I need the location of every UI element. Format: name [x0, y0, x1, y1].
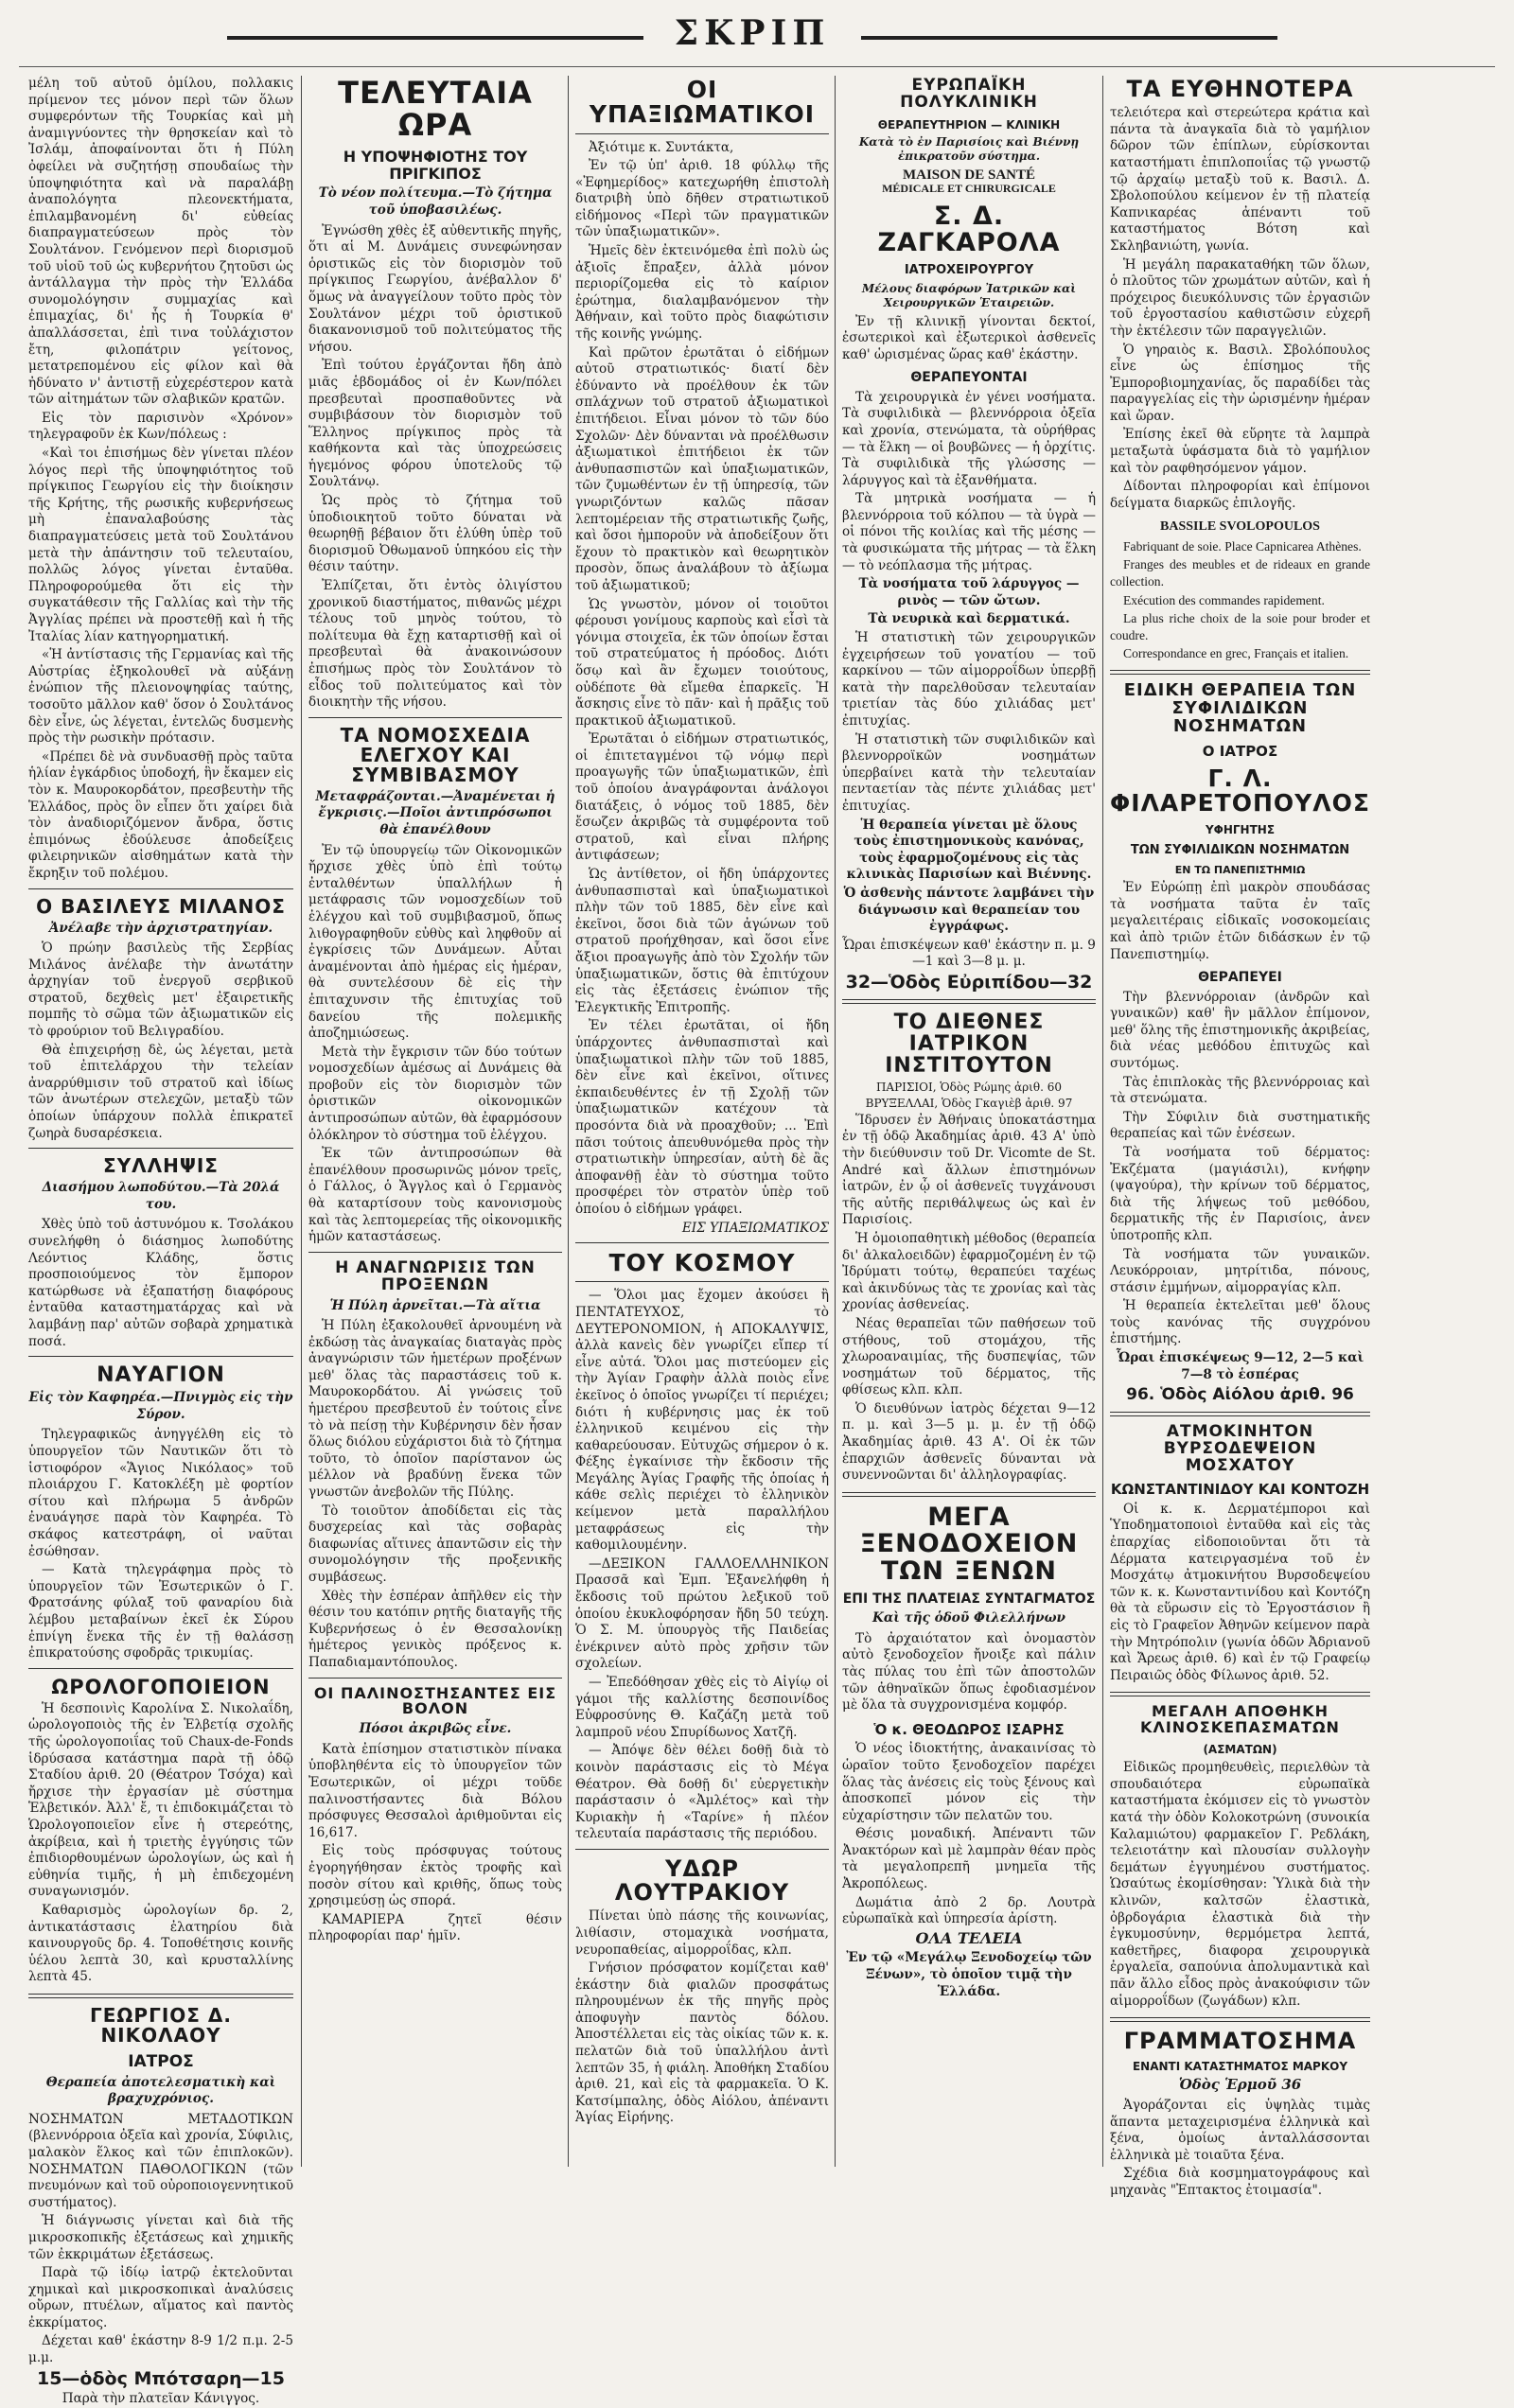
- letter-text: Ἡμεῖς δὲν ἐκτεινόμεθα ἐπὶ πολὺ ὡς ἀξιοῖς ἔπραξεν, ἀλλὰ μόνον περιορίζομεθα εἰς τὸ καίριον ἐρώτημα, διαλαμβανόμενον τὴν Ἀθήναιν, καὶ τοῦτο πρὸς διαφώτισιν τῆς κοινῆς γνώμης.: [575, 243, 829, 343]
- subheadline: Ο ΙΑΤΡΟΣ: [1202, 742, 1278, 760]
- article-text: —ΔΕΞΙΚΟΝ ΓΑΛΛΟΕΛΛΗΝΙΚΟΝ Πρασσᾶ καὶ Ἐμπ. Ἐξανελήφθη ἡ ἔκδοσις τοῦ πρώτου λεξικοῦ τοῦ ὁποίου ἐκυκλοφόρησαν ἤδη 50 τεύχη. Ὁ Σ. Μ. ὑπουργὸς τῆς Παιδείας ἐνέκρινεν αὐτὸ πρὸς χρῆσιν τῶν σχολείων.: [575, 1556, 829, 1672]
- headline-zagkarola: Σ. Δ. ΖΑΓΚΑΡΟΛΑ: [877, 201, 1061, 257]
- headline-repatriated: ΟΙ ΠΑΛΙΝΟΣΤΗΣΑΝΤΕΣ ΕΙΣ ΒΟΛΟΝ: [313, 1683, 557, 1718]
- article-text: Ἐλπίζεται, ὅτι ἐντὸς ὀλιγίστου χρονικοῦ διαστήματος, πιθανῶς μέχρι τέλους τοῦ μηνὸς τούτου, τὸ πολίτευμα θὰ ἔχῃ καταρτισθῇ καὶ οἱ πρεσβευταὶ θὰ ἀνακοινώσουν ἐπισήμως πρὸς τὸν Σουλτάνον τὸ εἶδος τοῦ πολιτεύματος καὶ τὸν διοικητὴν τῆς νήσου.: [308, 578, 562, 711]
- column-divider: [568, 76, 569, 2167]
- headline-cheapest: ΤΑ ΕΥΘΗΝΟΤΕΡΑ: [1126, 76, 1354, 102]
- ad-text: Τὰ νευρικὰ καὶ δερματικά.: [868, 611, 1070, 627]
- ad-text: Ὧραι ἐπισκέψεως 9—12, 2—5 καὶ 7—8 τὸ ἑσπέρας: [1116, 1350, 1364, 1382]
- divider: [575, 1849, 829, 1850]
- ad-text: Ἡ στατιστικὴ τῶν συφιλιδικῶν καὶ βλεννορροϊκῶν νοσημάτων ὑπερβαίνει κατὰ τὴν τελευταίαν πενταετίαν τὰς πέντε χιλιάδας μετ' ἐπιτυχίας.: [842, 731, 1096, 814]
- ad-text: ΠΑΡΙΣΙΟΙ, Ὁδὸς Ρώμης ἀριθ. 60: [875, 1080, 1063, 1094]
- ad-text: Ἡ διάγνωσις γίνεται καὶ διὰ τῆς μικροσκοπικῆς ἐξετάσεως καὶ χημικῆς τῶν ἐκκριμάτων ἐξετάσεως.: [28, 2213, 293, 2262]
- letter-signature: ΕΙΣ ΥΠΑΞΙΩΜΑΤΙΚΟΣ: [681, 1220, 829, 1236]
- masthead-underline: [19, 66, 1495, 67]
- subheadline: (ΑΣΜΑΤΩΝ): [1203, 1743, 1277, 1756]
- headline-tannery: ΑΤΜΟΚΙΝΗΤΟΝ ΒΥΡΣΟΔΕΨΕΙΟΝ ΜΟΣΧΑΤΟΥ: [1163, 1421, 1317, 1475]
- headline-filaretopoulos: Γ. Λ. ΦΙΛΑΡΕΤΟΠΟΥΛΟΣ: [1110, 765, 1370, 817]
- headline-stamps: ΓΡΑΜΜΑΤΟΣΗΜΑ: [1123, 2028, 1357, 2055]
- column-2: [308, 76, 562, 2171]
- headline-bedding-store: ΜΕΓΑΛΗ ΑΠΟΘΗΚΗ ΚΛΙΝΟΣΚΕΠΑΣΜΑΤΩΝ: [1140, 1702, 1340, 1737]
- article-text: — Ἐπεδόθησαν χθὲς εἰς τὸ Αἰγίῳ οἱ γάμοι τῆς καλλίστης δεσποινίδος Εὐφροσύνης Θ. Καζάζη μετὰ τοῦ λαμπροῦ νέου Σπυρίδωνος Χατζῆ.: [575, 1675, 829, 1740]
- divider: [575, 1281, 829, 1282]
- ad-text: Τὰ νοσήματα τῶν γυναικῶν. Λευκόρροιαν, μητρίτιδα, πόνους, στάσιν ἐμμήνων, αἱμορραγίας κλπ.: [1110, 1246, 1370, 1295]
- subheadline: Ἡ Πύλη ἀρνεῖται.—Τὰ αἴτια: [329, 1297, 541, 1313]
- headline-doctor-nikolaou: ΓΕΩΡΓΙΟΣ Δ. ΝΙΚΟΛΑΟΥ: [90, 2003, 232, 2047]
- subheadline: ΤΩΝ ΣΥΦΙΛΙΔΙΚΩΝ ΝΟΣΗΜΑΤΩΝ: [1130, 842, 1350, 857]
- letter-text: Καὶ πρῶτον ἐρωτᾶται ὁ εἰδήμων αὐτοῦ στρατιωτικός· διατί δὲν ἐδύναντο νὰ προέλθουν ἐκ τῶν σπλάχνων τοῦ στρατοῦ ἀξιωματικοὶ ἐπιτήδειοι. Εἶναι μόνον τὸ τῶν δύο Σχολῶν· Δὲν δύνανται νὰ προέλθωσιν ἀξιωματικοὶ ἐπιτήδειοι ἐκ τῶν ἀνθυπασπιστῶν καὶ ὑπαξιωματικῶν, τῶν ζυμωθέντων ἐν τῇ ὑπηρεσίᾳ, τῶν γνωριζόντων καλῶς πᾶσαν λεπτομέρειαν τῆς στρατιωτικῆς ζωῆς, καὶ ὅσοι ἠμποροῦν νὰ ἀποδείξουν ὅτι ἔχουν τὸ πρακτικὸν καὶ θεωρητικὸν προσὸν, ὅπως ἀναλάβουν τὸ ἀξίωμα τοῦ ἀξιωματικοῦ;: [575, 344, 829, 593]
- ad-text: ΒΡΥΞΕΛΛΑΙ, Ὁδὸς Γκαγιὲβ ἀριθ. 97: [865, 1096, 1073, 1110]
- divider: [1110, 2017, 1370, 2022]
- article-text: «Ἡ ἀντίστασις τῆς Γερμανίας καὶ τῆς Αὐστρίας ἐξηκολουθεῖ νὰ αὐξάνῃ ἐνώπιον τῆς πλειονοψηφίας ταύτης, τοσοῦτο μᾶλλον καθ' ὅσον ὁ Σουλτάνος δὲν εἶνε, ὡς λέγεται, ἐντελῶς δυσμενὴς πρὸς τὴν ρωσικὴν πρότασιν.: [28, 647, 293, 747]
- subheadline: Μέλους διαφόρων Ἰατρικῶν καὶ Χειρουργικῶν Ἑταιρειῶν.: [861, 281, 1077, 309]
- subheadline: ΟΛΑ ΤΕΛΕΙΑ: [915, 1928, 1023, 1947]
- ad-text: Πίνεται ὑπὸ πάσης τῆς κοινωνίας, λιθίασιν, στομαχικὰ νοσήματα, νευροπαθείας, αἱμορροΐδας, κλπ.: [575, 1908, 829, 1958]
- article-text: «Καὶ τοι ἐπισήμως δὲν γίνεται πλέον λόγος περὶ τῆς ὑποψηφιότητος τοῦ πρίγκιπος Γεωργίου εἰς τὴν διοίκησιν τῆς Κρήτης, τῆς ρωσικῆς κυβερνήσεως μὴ ἐπαναλαβούσης τὰς διαπραγματεύσεις μετὰ τοῦ Σουλτάνου μετὰ τὴν ἀπάντησιν τοῦ τελευταίου, πολλῶς λόγος γίνεται ἐνταῦθα. Πληροφορούμεθα ὅτι εἰς τὴν συγκατάθεσιν τῆς Γαλλίας καὶ τὴν τῆς Ἀγγλίας πρέπει νὰ προστεθῇ καὶ ἡ τῆς Ἰταλίας λίαν κατηγορηματική.: [28, 446, 293, 644]
- subheadline: Κατὰ τὸ ἐν Παρισίοις καὶ Βιέννῃ ἐπικρατοῦν σύστημα.: [858, 134, 1080, 163]
- headline-syphilis-therapy: ΕΙΔΙΚΗ ΘΕΡΑΠΕΙΑ ΤΩΝ ΣΥΦΙΛΙΔΙΚΩΝ ΝΟΣΗΜΑΤΩΝ: [1123, 679, 1357, 736]
- ad-text: Εἰδικῶς προμηθευθεὶς, περιελθὼν τὰ σπουδαιότερα εὐρωπαϊκὰ καταστήματα ἐκόμισεν εἰς τὸ γνωστὸν κατά τὴν ὁδὸν Κολοκοτρώνη (συνοικία Καλαμιώτου) φαρμακεῖον Γ. Ρεδλάκη, τελειοτάτην καὶ πλουσίαν συλλογὴν δεμάτων ἐγγυημένου συστήματος. Ὡσαύτως ἐκομίσθησαν: Ὑλικὰ διὰ τὴν κλινῶν, καλτσῶν ἐλαστικὰ, ὀβρδογάρια ἐλαστικὰ διὰ τὴν ἐγκυμοσύνην, θερμόμετρα λεπτά, καθετῆρες, διαφορα χειρουργικὰ ἐργαλεῖα, σαπούνια ἀπολυμαντικὰ καὶ πᾶν ἄλλο εἶδος πρὸς ἀνακούφισιν τῶν αἱμορροΐδων (ζωγάδων) κλπ.: [1110, 1760, 1370, 2009]
- headline-society: ΤΟΥ ΚΟΣΜΟΥ: [608, 1249, 796, 1277]
- subheadline: Τὸ νέον πολίτευμα.—Τὸ ζήτημα τοῦ ὑποβασιλέως.: [318, 185, 553, 218]
- letter-text: Ἐν τέλει ἐρωτᾶται, οἱ ἤδη ὑπάρχοντες ἀνθυπασπισταὶ καὶ ὑπαξιωματικοὶ πλὴν τῶν τοῦ 1885, δὲν εἶνε καὶ ἐκεῖνοι, οἵτινες ἐκπαιδευθέντες ἐν τῇ Σχολῇ τῶν ὑπαξιωματικῶν κατέχουν τὰ προσόντα διὰ νὰ προαχθοῦν; ... Ἐπὶ πᾶσι τούτοις ἀπευθυνόμεθα πρὸς τὴν στρατιωτικὴν ὑπηρεσίαν, αὐτὴ δὲ ἂς ἀποφανθῇ ἐὰν τὸ σύστημα τοῦτο προσφέρει τὸν στρατὸν ὑπὲρ τοῦ ὁποίου ὁ εἰδήμων γράφει.: [575, 1018, 829, 1217]
- ad-text: Τὰ νοσήματα τοῦ δέρματος: Ἐκζέματα (μαγιάσιλι), κνήφην (ψαγούρα), τὴν κρίνων τοῦ δέρματος, διὰ τῆς λήψεως τοῦ μεθόδου, δερματικῆς τῆς ἐν Παρισίοις, ἀνεν ὑποτροπῆς κλπ.: [1110, 1144, 1370, 1243]
- article-text: Εἰς τὸν παρισινὸν «Χρόνον» τηλεγραφοῦν ἐκ Κων/πόλεως :: [28, 410, 293, 443]
- divider: [575, 1242, 829, 1243]
- ad-text: Νέας θεραπεῖαι τῶν παθήσεων τοῦ στήθους, τοῦ στομάχου, τῆς χλωροαναιμίας, τῆς δυσπεψίας, τῶν νοσημάτων τοῦ δέρματος, τῆς φθίσεως κλπ. κλπ.: [842, 1315, 1096, 1398]
- letter-text: Ἀξιότιμε κ. Συντάκτα,: [589, 139, 734, 155]
- address: Ὁδὸς Ἑρμοῦ 36: [1178, 2076, 1302, 2094]
- subheadline: Ἀνέλαβε τὴν ἀρχιστρατηγίαν.: [48, 920, 273, 936]
- ad-text: Ἡ δεσποινὶς Καρολίνα Σ. Νικολαΐδη, ὡρολογοποιὸς τῆς ἐν Ἑλβετίᾳ σχολῆς τῆς ὡρολογοποιΐας τοῦ Chaux-de-Fonds ἱδρύσασα κατάστημα παρὰ τῇ ὁδῷ Σταδίου ἀριθ. 20 (Θέατρον Τσόχα) καὶ ἤρχισε τὴν ἐργασίαν μὲ σύστημα Ἑλβετικόν. Ἀλλ' ἔ, τι ἐπιδοκιμάζεται τὸ Ὡρολογοποιεῖον εἶνε ἡ στερεότης, ἀκρίβεια, καὶ ἡ τριετὴς ἐγγύησις τῶν ἐπιδιορθουμένων ὡρολογίων, ὡς καὶ ἡ εὐθηνία τιμῆς, ἡ μὴ ἐπιδεχομένη συναγωνισμόν.: [28, 1700, 293, 1900]
- divider: [842, 1492, 1096, 1497]
- divider: [1110, 1412, 1370, 1416]
- column-3: [575, 76, 829, 2171]
- ad-text: Ἐπίσης ἐκεῖ θὰ εὕρητε τὰ λαμπρὰ μεταξωτὰ ὑφάσματα διὰ τὸ γαμήλιον καὶ τὸν ραφθησόμενον γάμον.: [1110, 427, 1370, 476]
- article-text: Ὁ πρώην βασιλεὺς τῆς Σερβίας Μιλάνος ἀνέλαβε τὴν ἀνωτάτην ἀρχηγίαν τοῦ ἐνεργοῦ σερβικοῦ στρατοῦ, δεχθεὶς μετ' ἐξαιρετικῆς πομπῆς τὸ σῶμα τῶν ἀξιωματικῶν εἰς τὸ φρούριον τοῦ Βελιγραδίου.: [28, 940, 293, 1040]
- divider: [842, 999, 1096, 1004]
- ad-text: Θέσις μοναδική. Ἀπέναντι τῶν Ἀνακτόρων καὶ μὲ λαμπρὰν θέαν πρὸς τὰ μεγαλοπρεπῆ μνημεῖα τῆς Ἀκροπόλεως.: [842, 1826, 1096, 1892]
- subheadline: Πόσοι ἀκριβῶς εἶνε.: [359, 1721, 512, 1737]
- subheadline: ΙΑΤΡΟΣ: [128, 2051, 194, 2071]
- subheadline: ΘΕΡΑΠΕΥΕΙ: [1198, 970, 1282, 986]
- latin-text: La plus riche choix de la soie pour broder et coudre.: [1110, 611, 1370, 642]
- letter-text: Ὡς ἀντίθετον, οἱ ἤδη ὑπάρχοντες ἀνθυπασπισταὶ καὶ ὑπαξιωματικοὶ πλὴν τῶν τοῦ 1885, δὲν εἶνε καὶ ἐκεῖνοι, ὅσοι διὰ τῶν ἀγώνων τοῦ στρατοῦ προήχθησαν, καὶ ὅσοι εἶνε ἄξιοι προαγωγῆς ἀπὸ τὸν Σχολήν τῶν ὑπαξιωματικῶν, ὅστις θὰ ἐπιτύχουν εἰς τὰς ἐξετάσεις ἐνώπιον τῆς Ἐλεγκτικῆς Ἐπιτροπῆς.: [575, 867, 829, 1015]
- subheadline: ΘΕΡΑΠΕΥΟΝΤΑΙ: [910, 370, 1028, 386]
- subheadline: Καὶ τῆς ὁδοῦ Φιλελλήνων: [872, 1610, 1065, 1626]
- subheadline: Ὁ κ. ΘΕΟΔΩΡΟΣ ΙΣΑΡΗΣ: [873, 1720, 1065, 1738]
- article-text: Χθὲς ὑπὸ τοῦ ἀστυνόμου κ. Τσολάκου συνελήφθη ὁ διάσημος λωποδύτης Λεόντιος Κλάδης, ὅστις προσποιούμενος τὸν ἔμπορον κατώρθωσε νὰ ἐξαπατήσῃ διαφόρους ἐνταῦθα καταστηματάρχας καὶ νὰ λαμβάνῃ παρ' αὐτῶν σοβαρὰ χρηματικὰ ποσά.: [28, 1217, 293, 1349]
- ad-text: Καθαρισμὸς ὡρολογίων δρ. 2, ἀντικατάστασις ἐλατηρίου διὰ καινουργοῦς δρ. 4. Τοποθέτησις κοινῆς ὑέλου λεπτὰ 30, καὶ κρυσταλλίνης λεπτὰ 45.: [28, 1902, 293, 1985]
- ad-text: Τὴν Σύφιλιν διὰ συστηματικῆς θεραπείας καὶ τῶν ἐνέσεων.: [1110, 1109, 1370, 1142]
- ad-text: Τὰ χειρουργικὰ ἐν γένει νοσήματα. Τὰ συφιλιδικὰ — βλεννόρροια ὀξεῖα καὶ χρονία, στενώματα, τὰ οὐρήθρας — τὰ ἕλκη — οἱ βουβῶνες — ἡ ὀρχίτις. Τὰ συφιλιδικὰ τῆς γλώσσης — λάρυγγος καὶ τὰ ἐξανθήματα.: [842, 389, 1096, 488]
- column-1: [28, 76, 293, 2407]
- masthead-rule-left: [227, 36, 643, 40]
- ad-text: Οἱ κ. κ. Δερματέμποροι καὶ Ὑποδηματοποιοὶ ἐνταῦθα καὶ εἰς τὰς ἐπαρχίας εἰδοποιοῦνται ὅτι τὰ Δέρματα κατειργασμένα τοῦ ἐν Μοσχάτῳ ἀτμοκινήτου Βυρσοδεψείου τῶν κ. κ. Κωνσταντινίδου καὶ Κοντόζη θὰ τὰ εὕρωσιν εἰς τὸ Ἐργοστάσιον ἢ εἰς τὸ Γραφεῖον Ἀθηνῶν κείμενον παρὰ τὴν Μητρόπολιν (γωνία ὁδῶν Ἀδριανοῦ καὶ Ἄρεως ἀριθ. 6) καὶ ἐν τῷ Γραφείῳ Πειραιῶς ὁδὸς Φίλωνος ἀριθ. 52.: [1110, 1501, 1370, 1683]
- article-text: Θὰ ἐπιχειρήσῃ δὲ, ὡς λέγεται, μετὰ τοῦ ἐπιτελάρχου τὴν τελείαν ἀναρρύθμισιν τοῦ στρατοῦ καὶ ἰδίως τῶν ἀνωτέρων στελεχῶν, μεταξὺ τῶν ὁποίων ὑπάρχουν πολλὰ ἐπικρατεῖ ζωηρὰ δυσαρέσκεια.: [28, 1042, 293, 1141]
- ad-text: Ὧραι ἐπισκέψεων καθ' ἑκάστην π. μ. 9—1 καὶ 3—8 μ. μ.: [842, 937, 1096, 970]
- article-text: Τὸ τοιοῦτον ἀποδίδεται εἰς τὰς δυσχερείας καὶ τὰς σοβαρὰς διαφωνίας αἵτινες ἀπαντῶσιν εἰς τὴν συνομολόγησιν τῆς προξενικῆς συμβάσεως.: [308, 1503, 562, 1585]
- address: 15—ὁδὸς Μπότσαρη—15: [36, 2367, 285, 2389]
- article-text: Ἐκ τῶν ἀντιπροσώπων θὰ ἐπανέλθουν προσωρινῶς μόνον τρεῖς, ὁ Γάλλος, ὁ Ἄγγλος καὶ ὁ Γερμανὸς θὰ καταρτίσουν τοὺς κανονισμοὺς καὶ τὰς λεπτομερείας τῆς οἰκονομικῆς ἡμῶν καταστάσεως.: [308, 1146, 562, 1245]
- ad-text: Γνήσιον πρόσφατον κομίζεται καθ' ἑκάστην διὰ φιαλῶν προσφάτως πληρουμένων ἐκ τῆς πηγῆς πρὸς ἀποφυγὴν παντὸς δόλου. Ἀποστέλλεται εἰς τὰς οἰκίας τῶν κ. κ. πελατῶν διὰ τοῦ ὑπαλλήλου ἀντὶ λεπτῶν 35, ἡ φιάλη. Ἀποθήκη Σταδίου ἀριθ. 21, καὶ εἰς τὰ φαρμακεῖα. Ὁ Κ. Κατσίμπαλης, ὁδὸς Αἰόλου, ἀπέναντι Ἁγίας Εἰρήνης.: [575, 1960, 829, 2126]
- column-divider: [301, 76, 302, 2167]
- headline-candidacy: Η ΥΠΟΨΗΦΙΟΤΗΣ ΤΟΥ ΠΡΙΓΚΙΠΟΣ: [343, 148, 528, 183]
- ad-text: Τὰ μητρικὰ νοσήματα — ἡ βλεννόρροια τοῦ κόλπου — τὰ ὑγρὰ — οἱ πόνοι τῆς κοιλίας καὶ τῆς μέσης — τὰ φυσικώματα τῆς μήτρας — τὰ ἕλκη — τὸ νεόπλασμα τῆς μήτρας.: [842, 491, 1096, 573]
- ad-text: Ὁ νέος ἰδιοκτήτης, ἀνακαινίσας τὸ ὡραῖον τοῦτο ξενοδοχεῖον παρέχει ὅλας τὰς ἀνέσεις εἰς τοὺς ξένους καὶ ἀποσκοπεῖ μόνον εἰς τὴν εὐχαρίστησιν τῶν πελατῶν του.: [842, 1741, 1096, 1823]
- column-divider: [835, 76, 836, 2167]
- article-text: Χθὲς τὴν ἑσπέραν ἀπῆλθεν εἰς τὴν θέσιν του κατόπιν ρητῆς διαταγῆς τῆς Κυβερνήσεως ὁ ἐν Θεσσαλονίκῃ ἡμέτερος γενικὸς πρόξενος κ. Παπαδιαμαντόπουλος.: [308, 1588, 562, 1670]
- ad-text: Ἡ θεραπεία ἐκτελεῖται μεθ' ὅλους τοὺς κανόνας τῆς συγχρόνου ἐπιστήμης.: [1110, 1298, 1370, 1347]
- article-text: Τηλεγραφικῶς ἀνηγγέλθη εἰς τὸ ὑπουργεῖον τῶν Ναυτικῶν ὅτι τὸ ἱστιοφόρον «Ἅγιος Νικόλαος» τοῦ πλοιάρχου Γ. Κατοκλέξη μὲ φορτίον σίτου καὶ πλήρωμα 5 ἀνδρῶν ἐναυάγησε παρὰ τὸν Καφηρέα. Τὸ σκάφος κατεστράφη, οἱ ναῦται ἐσώθησαν.: [28, 1427, 293, 1559]
- subheadline: Διασήμου λωποδύτου.—Τὰ 20λά του.: [42, 1180, 280, 1212]
- ad-text: Ἀγοράζονται εἰς ὑψηλὰς τιμὰς ἅπαντα μεταχειρισμένα ἑλληνικὰ καὶ ξένα, ὁμοίως ἀνταλλάσσονται ἑλληνικὰ μὲ τοιαῦτα ξένα.: [1110, 2098, 1370, 2163]
- latin-text: Fabriquant de soie. Place Capnicarea Athènes.: [1123, 538, 1362, 554]
- subheadline: Εἰς τὸν Καφηρέα.—Πνιγμὸς εἰς τὴν Σύρον.: [28, 1390, 293, 1422]
- article-text: Κατὰ ἐπίσημον στατιστικὸν πίνακα ὑποβληθέντα εἰς τὸ ὑπουργεῖον τῶν Ἐσωτερικῶν, οἱ μέχρι τοῦδε παλινοστήσαντες διὰ Βόλου πρόσφυγες Θεσσαλοὶ ἀριθμοῦνται εἰς 16,617.: [308, 1741, 562, 1840]
- headline-polyclinic: ΕΥΡΩΠΑΪΚΗ ΠΟΛΥΚΛΙΝΙΚΗ: [900, 76, 1038, 112]
- article-text: Μετὰ τὴν ἔγκρισιν τῶν δύο τούτων νομοσχεδίων ἀμέσως αἱ Δυνάμεις θὰ προβοῦν εἰς τὸν διορισμὸν τῶν ὁριστικῶν οἰκονομικῶν ἀντιπροσώπων αὐτῶν, θὰ ἐφαρμόσουν ὁλόκληρον τὸ σύστημα τοῦ ἐλέγχου.: [308, 1044, 563, 1143]
- article-text: Ἐγνώσθη χθὲς ἐξ αὐθεντικῆς πηγῆς, ὅτι αἱ Μ. Δυνάμεις συνεφώνησαν ὁριστικῶς εἰς τὸν διορισμὸν τοῦ πρίγκιπος Γεωργίου, ἀνέβαλλον δ' ὅμως νὰ ἀναγγείλουν τοῦτο πρὸς τὸν Σουλτάνον μέχρι τοῦ ὁριστικοῦ διακανονισμοῦ τοῦ πολιτεύματος τῆς νήσου.: [308, 222, 562, 355]
- ad-text: Ἐν Εὐρώπῃ ἐπὶ μακρὸν σπουδάσας τὰ νοσήματα ταῦτα ἐν ταῖς μεγαλειτέραις εἰδικαῖς νοσοκομείαις καὶ ἀπὸ τριῶν ἐτῶν διδάσκων ἐν τῷ Πανεπιστημίῳ.: [1110, 880, 1370, 962]
- ad-text: ΝΟΣΗΜΑΤΩΝ ΜΕΤΑΔΟΤΙΚΩΝ (βλεννόρροια ὀξεῖα καὶ χρονία, Σύφιλις, μαλακὸν ἕλκος καὶ τῶν ἐπιπλοκῶν). ΝΟΣΗΜΑΤΩΝ ΠΑΘΟΛΟΓΙΚΩΝ (τῶν πνευμόνων καὶ τοῦ οὐροποιογεννητικοῦ συστήματος).: [28, 2111, 293, 2210]
- article-text: Ἐν τῷ ὑπουργείῳ τῶν Οἰκονομικῶν ἤρχισε χθὲς ὑπὸ ἐπὶ τούτῳ ἐνταλθέντων ὑπαλλήλων ἡ μετάφρασις τῶν νομοσχεδίων τοῦ ἐλέγχου καὶ τοῦ συμβιβασμοῦ, ὅπως λιθογραφηθοῦν εὐθὺς καὶ ληφθοῦν αἱ ἐγκρίσεις τῶν Δυνάμεων. Αὗται ἀναμένονται ἀπὸ ἡμέρας εἰς ἡμέραν, θὰ συντελέσουν δὲ εἰς τὴν ἐπιταχυνσιν τῆς ἐπιτυχίας τοῦ δανείου τῆς πολεμικῆς ἀποζημιώσεως.: [308, 842, 562, 1042]
- ad-text: Τὴν βλεννόρροιαν (ἀνδρῶν καὶ γυναικῶν) καθ' ἣν μᾶλλον ἐπίμονον, μεθ' ὅλης τῆς ἐπιστημονικῆς ἀκριβείας, διὰ νέας μεθόδου ἐπιτυχῶς καὶ συντόμως.: [1110, 989, 1370, 1071]
- latin-heading: BASSILE SVOLOPOULOS: [1160, 519, 1320, 535]
- article-text: μέλη τοῦ αὐτοῦ ὁμίλου, πολλακις πρίμενον τες μόνον περὶ τῶν ὅλων συμφερόντων τῆς Τουρκίας καὶ μὴ ἀναμιγνύοντες τὴν θρησκείαν καὶ τὸ Ἰσλάμ, ἀποφαίνονται ὅτι ἡ Πύλη ὀφείλει νὰ συζητήσῃ σπουδαίως τὴν ὑποψηφιότητα καὶ νὰ παραλάβῃ ἀναπολόγητα πλεονεκτήματα, ἐπιλαμβανομένη δι' εὐθείας διαπραγματεύσεων πρὸς τὸν Σουλτάνον. Γενόμενον περὶ διορισμοῦ τοῦ υἱοῦ τοῦ ὡς κυβερνήτου ζητοῦσι ὡς ἀντάλλαγμα τὴν πρὸς τὴν Ἑλλάδα συνομολόγησιν συμμαχίας καὶ ἐπιμαχίας, δι' ἧς ἡ Τουρκία θ' ἀπαλλάσσεται, ἐπὶ τινα τοὐλάχιστον ἔτη, φιλοπάτριν γείτονος, μετατρεπομένου εἰς φίλον καὶ θὰ ἠδύνατο ν' ἀντιστῇ εὐχερέστερον κατὰ τῶν αἰτημάτων τῶν σλαβικῶν κρατῶν.: [28, 76, 293, 408]
- masthead: [0, 0, 1514, 74]
- ad-text: Ἵδρυσεν ἐν Ἀθήναις ὑποκατάστημα ἐν τῇ ὁδῷ Ἀκαδημίας ἀριθ. 43 Α' ὑπὸ τὴν διεύθυνσιν τοῦ Dr. Vicomte de St. André καὶ ἄλλων ἐπιστημόνων ἰατρῶν, ἐν ᾧ οἱ ἀσθενεῖς τυγχάνουσι τῆς αὐτῆς περιθάλψεως ὡς καὶ ἐν Παρισίοις.: [842, 1112, 1096, 1228]
- article-text: — Ἀπόψε δὲν θέλει δοθῇ διὰ τὸ κοινὸν παράστασις εἰς τὸ Μέγα Θέατρον. Θὰ δοθῇ δι' εὐεργετικὴν παράστασιν ὁ «Ἀμλέτος» καὶ τὴν Κυριακὴν ἡ «Ταρίνε» ἡ πλέον τελευταία παράστασις τῆς περιόδου.: [575, 1743, 829, 1842]
- column-4: [842, 76, 1096, 2171]
- masthead-rule-right: [861, 36, 1277, 40]
- classified-text: ΚΑΜΑΡΙΕΡΑ ζητεῖ θέσιν πληροφορίαι παρ' ἡμῖν.: [308, 1911, 562, 1944]
- letter-text: Ἐρωτᾶται ὁ εἰδήμων στρατιωτικός, οἱ ἐπιτεταγμένοι τῷ νόμῳ περὶ προαγωγῆς τῶν ὑπαξιωματικῶν, ἐπὶ τοῦ ὁποίου ἀναγράφονται ἀνάλογοι διατάξεις, ὁ νόμος τοῦ 1885, δὲν ἔσωζεν ἀκριβῶς τὰ συμφέροντα τοῦ στρατοῦ, καὶ εἶναι πλήρης ἀντιφάσεων;: [575, 731, 829, 864]
- ad-text: Ὁ γηραιὸς κ. Βασιλ. Σβολόπουλος εἶνε ὡς ἐπίσημος τῆς Ἐμποροβιομηχανίας, ὅς παραδίδει τὰς παραγγελίας εἰς τὴν ὡρισμένην ἡμέραν καὶ ὥραν.: [1110, 342, 1370, 424]
- latin-heading: MAISON DE SANTÉ: [902, 167, 1036, 183]
- subheadline: ΕΝ ΤΩ ΠΑΝΕΠΙΣΤΗΜΙΩ: [1174, 864, 1306, 877]
- headline-consuls: Η ΑΝΑΓΝΩΡΙΣΙΣ ΤΩΝ ΠΡΟΞΕΝΩΝ: [335, 1257, 536, 1294]
- article-text: Ὡς πρὸς τὸ ζήτημα τοῦ ὑποδιοικητοῦ τοῦτο δύναται νὰ θεωρηθῇ βέβαιον ὅτι ἐλύθη ὑπὲρ τοῦ διορισμοῦ Ὀθωμανοῦ ὑπηκόου εἰς τὴν θέσιν ταύτην.: [308, 493, 562, 575]
- divider: [1110, 1692, 1370, 1696]
- subheadline: Θεραπεία ἀποτελεσματικὴ καὶ βραχυχρόνιος.: [45, 2074, 276, 2107]
- subheadline: ΕΝΑΝΤΙ ΚΑΤΑΣΤΗΜΑΤΟΣ ΜΑΡΚΟΥ: [1132, 2060, 1348, 2074]
- ad-text: Δέχεται καθ' ἑκάστην 8-9 1/2 π.μ. 2-5 μ.μ.: [28, 2333, 293, 2366]
- ad-text: τελειότερα καὶ στερεώτερα κράτια καὶ πάντα τὰ ἀναγκαῖα διὰ τὸ γαμήλιον δῶρον τῶν ἐπίπλων, εὑρίσκονται καταστήματι ἐπιπλοποιΐας τῷ γνωστῷ τῷ ἀρχαίῳ μεταξὺ τοῦ κ. Βασιλ. Δ. Σβολοπούλου κείμενον ἐν τῇ πλατείᾳ Καπνικαρέας ἀπέναντι τοῦ καταστήματος Βότση καὶ Σκληβανιώτη, γωνία.: [1110, 105, 1370, 254]
- headline-last-hour: ΤΕΛΕΥΤΑΙΑ ΩΡΑ: [338, 75, 533, 143]
- headline-milan: Ο ΒΑΣΙΛΕΥΣ ΜΙΛΑΝΟΣ: [36, 894, 286, 918]
- divider: [308, 1678, 562, 1679]
- article-text: Εἰς τοὺς πρόσφυγας τούτους ἐγορηγήθησαν ἐκτὸς τροφῆς καὶ ποσὸν σίτου καὶ κριθῆς, ὅπως τοὺς χρησιμεύσῃ ὡς σπορά.: [308, 1843, 562, 1909]
- headline-loutraki-water: ΥΔΩΡ ΛΟΥΤΡΑΚΙΟΥ: [614, 1854, 790, 1907]
- letter-text: Ὡς γνωστὸν, μόνον οἱ τοιοῦτοι φέρουσι γονίμους καρποὺς καὶ εἶσὶ τὰ γόνιμα στοιχεῖα, ἐκ τῶν ὁποίων ἔσται τοῦ στρατεύματος ἡ πρόοδος. Διότι ὅσῳ καὶ ἂν ἔχωμεν τοιούτους, οὐδέποτε θὰ εἴμεθα ἐπαρκεῖς. Ἡ ἄσκησις εἶνε τὸ πᾶν· καὶ ἡ πρᾶξις τοῦ πρακτικοῦ ἀξιωματικοῦ.: [575, 596, 829, 729]
- article-text: Ἐπὶ τούτου ἐργάζονται ἤδη ἀπὸ μιᾶς ἑβδομάδος οἱ ἐν Κων/πόλει πρεσβευταὶ προσπαθοῦντες νὰ συμβιβάσουν τὸν διορισμὸν τοῦ Ἕλληνος πρίγκιπος πρὸς τὰ καθήκοντα καὶ τὰς ὑποχρεώσεις ἡγεμόνος φόρου ὑποτελοῦς τῷ Σουλτάνῳ.: [308, 358, 562, 490]
- subheadline: ΘΕΡΑΠΕΥΤΗΡΙΟΝ — ΚΛΙΝΙΚΗ: [877, 117, 1061, 132]
- article-text: — Ὅλοι μας ἔχομεν ἀκούσει ἢ ΠΕΝΤΑΤΕΥΧΟΣ, τὸ ΔΕΥΤΕΡΟΝΟΜΙΟΝ, ἡ ΑΠΟΚΑΛΥΨΙΣ, ἀλλὰ κανεὶς δὲν γνωρίζει εἴπερ τί εἶνε αὐτά. Ὅλοι μας πιστεύομεν εἰς τὴν Ἁγίαν Γραφὴν ἀλλὰ ποιὸς εἶνε ἐκεῖνος ὁ ὁποῖος γνωρίζει τί περιέχει; διότι ἡ κυβέρνησις μας ἐκ τοῦ ἑλληνικοῦ κειμένου εἰς τὴν καθαρεύουσαν. Εὐτυχῶς σήμερον ὁ κ. Φέξης ἐγκαίνισε τὴν ἔκδοσιν τῆς Μεγάλης Ἁγίας Γραφῆς τῆς ὁποίας ἡ κάθε σελὶς περιέχει τὸ ἑλληνικὸν κείμενον μετὰ παραλλήλου μεταφράσεως εἰς τὴν καθομιλουμένην.: [575, 1288, 829, 1554]
- article-text: «Πρέπει δὲ νὰ συνδυασθῇ πρὸς ταῦτα ἡλίαν ἐγκάρδιος ὑποδοχή, ἣν ἔκαμεν εἰς τὸν κ. Μαυροκορδάτον, πρεσβευτὴν τῆς Ἑλλάδος, πρὸς ὃν εἶπεν ὅτι χαίρει διὰ τὸν ἀναδιοριζόμενον ἄνδρα, ὅστις ἐπιμόνως ἐδούλευσε ἀποδείξεις φιλειρηνικῶν αἰσθημάτων κατὰ τὴν ἔκρηξιν τοῦ πολέμου.: [28, 748, 293, 881]
- divider: [28, 1994, 293, 1998]
- ad-text: Τὸ ἀρχαιότατον καὶ ὀνομαστὸν αὐτὸ ξενοδοχεῖον ἤνοιξε καὶ πάλιν τὰς πύλας του ἐπὶ τῶν ἀποστολῶν τῶν ἀθηναϊκῶν ὅπως ἐφοδιασμένον μὲ ὅλα τὰ συγχρονισμένα κομφόρ.: [842, 1630, 1096, 1714]
- ad-text: Ἡ μεγάλη παρακαταθήκη τῶν ὅλων, ὁ πλοῦτος τῶν χρωμάτων αὐτῶν, καὶ ἡ πρόχειρος διευκόλυνσις τῶν ἐργασιῶν τοῦ ἐργοστασίου καθιστῶσιν εὐχερῆ τὴν ἐκτέλεσιν τῶν παραγγελιῶν.: [1110, 256, 1370, 339]
- divider: [28, 1668, 293, 1669]
- divider: [28, 1356, 293, 1357]
- divider: [308, 717, 562, 718]
- ad-text: Παρὰ τὴν πλατεῖαν Κάνιγγος.: [62, 2391, 260, 2407]
- newspaper-name: ΣΚΡΙΠ: [674, 13, 831, 53]
- headline-institute: ΤΟ ΔΙΕΘΝΕΣ ΙΑΤΡΙΚΟΝ ΙΝΣΤΙΤΟΥΤΟΝ: [885, 1010, 1053, 1078]
- ad-text: Τὰς ἐπιπλοκὰς τῆς βλεννόρροιας καὶ τὰ στενώματα.: [1110, 1074, 1370, 1107]
- latin-text: Correspondance en grec, Français et italien.: [1123, 646, 1349, 661]
- ad-text: Δίδονται πληροφορίαι καὶ ἐπίμονοι δείγματα διαρκῶς ἐπιλογῆς.: [1110, 479, 1370, 511]
- divider: [1110, 670, 1370, 675]
- column-divider: [1102, 76, 1103, 2167]
- ad-text: Ἐν τῷ «Μεγάλῳ Ξενοδοχείῳ τῶν Ξένων», τὸ ὁποῖον τιμᾷ τὴν Ἑλλάδα.: [846, 1950, 1092, 1999]
- divider: [575, 133, 829, 134]
- headline-bills: ΤΑ ΝΟΜΟΣΧΕΔΙΑ ΕΛΕΓΧΟΥ ΚΑΙ ΣΥΜΒΙΒΑΣΜΟΥ: [340, 723, 531, 786]
- article-text: Ἡ Πύλη ἐξακολουθεῖ ἀρνουμένη νὰ ἐκδώσῃ τὰς ἀναγκαίας διαταγὰς πρὸς ἀναγνώρισιν τῶν ἡμετέρων προξένων μεθ' ὅλας τὰς παραστάσεις τοῦ κ. Μαυροκορδάτου. Αἱ γνώσεις τοῦ ἡμετέρου πρεσβευτοῦ ἐν τούτοις εἶνε τὸ νὰ πείσῃ τὴν Κυβέρνησιν δὲν ἦσαν ὅλως διόλου εὐχάριστοι διὰ τὸ ζήτημα τοῦτο, τὸ ὁποῖον παρίστανον ὡς μέλλον νὰ βραδύνῃ ἕνεκα τῶν γνωστῶν ἀνεβολῶν τῆς Πύλης.: [308, 1318, 562, 1501]
- headline-watchmaker: ΩΡΟΛΟΓΟΠΟΙΕΙΟΝ: [51, 1675, 271, 1698]
- address: 96. Ὁδὸς Αἰόλου ἀριθ. 96: [1126, 1385, 1354, 1405]
- ad-text: Δωμάτια ἀπὸ 2 δρ. Λουτρὰ εὐρωπαϊκὰ καὶ ὑπηρεσία ἀρίστη.: [842, 1894, 1096, 1927]
- headline-nco: ΟΙ ΥΠΑΞΙΩΜΑΤΙΚΟΙ: [589, 76, 816, 129]
- ad-text: Παρὰ τῷ ἰδίῳ ἰατρῷ ἐκτελοῦνται χημικαὶ καὶ μικροσκοπικαὶ ἀναλύσεις οὔρων, πτυέλων, αἵματος καὶ παντὸς ἐκκρίματος.: [28, 2265, 293, 2330]
- subheadline: Μεταφράζονται.—Ἀναμένεται ἡ ἔγκρισις.—Ποῖοι ἀντιπρόσωποι θὰ ἐπανέλθουν: [315, 788, 555, 837]
- address: 32—Ὁδὸς Εὐριπίδου—32: [845, 971, 1093, 993]
- ad-text: Ἡ ὁμοιοπαθητικὴ μέθοδος (θεραπεία δι' ἀλκαλοειδῶν) ἐφαρμοζομένη ἐν τῷ Ἰδρύματι τούτῳ, θεραπεύει ταχέως καὶ ἀκινδύνως τὰς τε χρονίας καὶ τὰς χρονίας ἀσθενείας.: [842, 1230, 1096, 1313]
- latin-text: Franges des meubles et de rideaux en grande collection.: [1110, 557, 1370, 589]
- article-text: — Κατὰ τηλεγράφημα πρὸς τὸ ὑπουργεῖον τῶν Ἐσωτερικῶν ὁ Γ. Φρατσάνης φύλαξ τοῦ φαναρίου διὰ λέμβου μεταβαίνων ἐκεῖ ἐκ Σύρου ἐπνίγη ἕνεκα τῆς ἐν τῇ θαλάσσῃ ἐπικρατούσης σφοδρᾶς τρικυμίας.: [28, 1562, 293, 1661]
- ad-text: Τὰ νοσήματα τοῦ λάρυγγος — ρινὸς — τῶν ὤτων.: [858, 576, 1080, 608]
- headline-arrest: ΣΥΛΛΗΨΙΣ: [103, 1154, 219, 1178]
- subheadline: ΚΩΝΣΤΑΝΤΙΝΙΔΟΥ ΚΑΙ ΚΟΝΤΟΖΗ: [1110, 1481, 1370, 1499]
- latin-heading: MÉDICALE ET CHIRURGICALE: [882, 182, 1056, 196]
- divider: [28, 1148, 293, 1149]
- subheadline: ΕΠΙ ΤΗΣ ΠΛΑΤΕΙΑΣ ΣΥΝΤΑΓΜΑΤΟΣ: [842, 1591, 1096, 1607]
- headline-shipwreck: ΝΑΥΑΓΙΟΝ: [97, 1363, 225, 1388]
- subheadline: ΥΦΗΓΗΤΗΣ: [1205, 822, 1276, 836]
- letter-text: Ἐν τῷ ὑπ' ἀριθ. 18 φύλλῳ τῆς «Ἐφημερίδος» κατεχωρήθη ἐπιστολὴ διατριβὴ ὑπὸ δῆθεν στρατιωτικοῦ εἰδήμονος «Περὶ τῶν πραγματικῶν τῶν ὑπαξιωματικῶν».: [575, 158, 829, 240]
- latin-text: Exécution des commandes rapidement.: [1123, 592, 1325, 607]
- ad-text: Ἡ θεραπεία γίνεται μὲ ὅλους τοὺς ἐπιστημονικοὺς κανόνας, τοὺς ἐφαρμοζομένους εἰς τὰς κλινικὰς Παρισίων καὶ Βιέννης.: [846, 817, 1092, 883]
- ad-text: Ἐν τῇ κλινικῇ γίνονται δεκτοί, ἐσωτερικοὶ καὶ ἐξωτερικοὶ ἀσθενεῖς καθ' ὡρισμένας ὥρας καθ' ἑκάστην.: [842, 313, 1096, 362]
- ad-text: Σχέδια διὰ κοσμηματογράφους καὶ μηχανὰς "Ἐπτακτος ἐτοιμασία".: [1110, 2166, 1370, 2199]
- divider: [308, 1252, 562, 1253]
- column-5: [1110, 76, 1370, 2199]
- headline-grand-hotel: ΜΕΓΑ ΞΕΝΟΔΟΧΕΙΟΝ ΤΩΝ ΞΕΝΩΝ: [859, 1502, 1079, 1586]
- ad-text: Ὁ ἀσθενὴς πάντοτε λαμβάνει τὴν διάγνωσιν καὶ θεραπείαν του ἐγγράφως.: [843, 885, 1095, 935]
- ad-text: Ἡ στατιστικὴ τῶν χειρουργικῶν ἐγχειρήσεων τοῦ γονατίου — τοῦ καρκίνου — τῶν αἱμορροΐδων ὑπερβῇ κατὰ τὴν παρελθοῦσαν τελευταίαν τριετίαν τὰς δύο χιλιάδας μετ' ἐπιτυχίας.: [842, 630, 1096, 729]
- divider: [28, 888, 293, 889]
- subheadline: ΙΑΤΡΟΧΕΙΡΟΥΡΓΟΥ: [904, 263, 1034, 278]
- ad-text: Ὁ διευθύνων ἰατρὸς δέχεται 9—12 π. μ. καὶ 3—5 μ. μ. ἐν τῇ ὁδῷ Ἀκαδημίας ἀριθ. 43 Α'. Οἱ ἐκ τῶν ἐπαρχιῶν ἀσθενεῖς δύνανται νὰ συνεννοῶνται δι' ἀλληλογραφίας.: [842, 1400, 1096, 1484]
